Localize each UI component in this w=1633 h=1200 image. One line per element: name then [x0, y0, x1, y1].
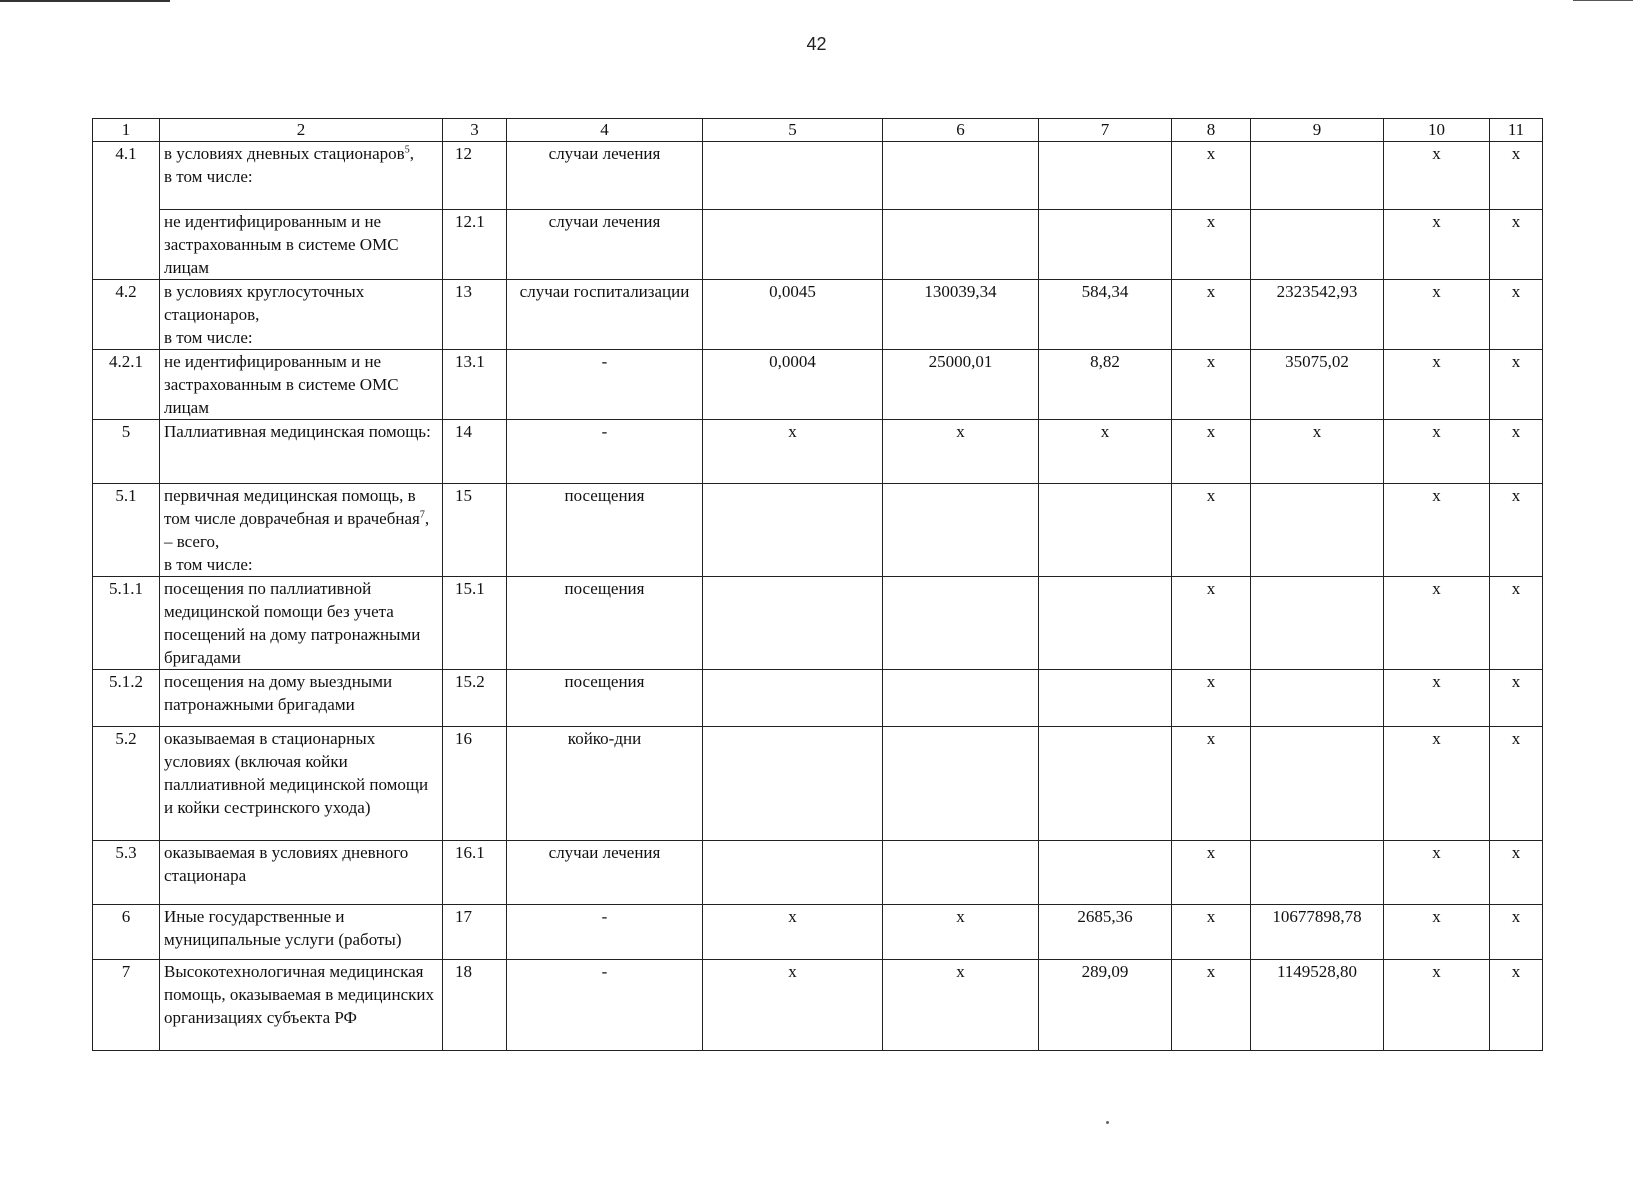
header-cell: 7	[1039, 119, 1172, 142]
col9-cell: 1149528,80	[1251, 960, 1384, 1051]
row-name-text: оказываемая в стационарных условиях (включая койки паллиативной медицинской помощи и койки сестринского ухода)	[164, 729, 429, 817]
table-row	[93, 670, 1543, 727]
col7-cell	[1039, 727, 1172, 841]
col10-cell: х	[1384, 142, 1490, 210]
footnote-marker: 5	[404, 144, 410, 156]
row-unit-cell: -	[507, 420, 703, 484]
footnote-marker: 7	[419, 509, 425, 521]
col10-cell: х	[1384, 420, 1490, 484]
row-name-text: оказываемая в условиях дневного стационара	[164, 843, 409, 885]
row-name-cell	[160, 577, 443, 670]
col11-cell: х	[1490, 841, 1543, 905]
row-number-cell: 5.1.1	[93, 577, 160, 670]
row-name-text: посещения по паллиативной медицинской помощи без учета посещений на дому патронажными бригадами	[164, 579, 421, 667]
col7-cell	[1039, 142, 1172, 210]
table-row	[93, 280, 1543, 350]
col6-cell	[883, 142, 1039, 210]
row-unit-cell: случаи лечения	[507, 841, 703, 905]
header-cell: 3	[443, 119, 507, 142]
row-name-cell	[160, 484, 443, 577]
col11-cell: х	[1490, 280, 1543, 350]
col9-cell	[1251, 484, 1384, 577]
table-row	[93, 905, 1543, 960]
header-cell: 1	[93, 119, 160, 142]
row-number-cell: 6	[93, 905, 160, 960]
row-unit-cell: -	[507, 350, 703, 420]
col10-cell: х	[1384, 210, 1490, 280]
col7-cell: 2685,36	[1039, 905, 1172, 960]
col8-cell: х	[1172, 484, 1251, 577]
row-code-cell: 18	[443, 960, 507, 1051]
table-row	[93, 960, 1543, 1051]
row-unit-cell: -	[507, 960, 703, 1051]
row-name-tail: , – всего, в том числе:	[164, 509, 430, 574]
col10-cell: х	[1384, 350, 1490, 420]
top-rule	[0, 0, 170, 2]
col10-cell: х	[1384, 670, 1490, 727]
col10-cell: х	[1384, 960, 1490, 1051]
row-unit-cell: посещения	[507, 484, 703, 577]
row-unit-cell: случаи лечения	[507, 210, 703, 280]
col5-cell	[703, 841, 883, 905]
row-unit-cell: случаи лечения	[507, 142, 703, 210]
col11-cell: х	[1490, 210, 1543, 280]
row-code-cell: 13	[443, 280, 507, 350]
col9-cell	[1251, 142, 1384, 210]
col8-cell: х	[1172, 905, 1251, 960]
row-unit-cell: посещения	[507, 577, 703, 670]
col7-cell: 8,82	[1039, 350, 1172, 420]
row-number-cell: 5	[93, 420, 160, 484]
header-cell: 6	[883, 119, 1039, 142]
row-number-cell: 5.3	[93, 841, 160, 905]
row-number-cell	[93, 210, 160, 280]
row-name-text: в условиях круглосуточных стационаров, в том числе:	[164, 282, 365, 347]
table-header-row	[93, 119, 1543, 142]
col5-cell	[703, 727, 883, 841]
col9-cell	[1251, 727, 1384, 841]
table-row	[93, 577, 1543, 670]
row-code-cell: 12.1	[443, 210, 507, 280]
header-cell: 2	[160, 119, 443, 142]
col8-cell: х	[1172, 841, 1251, 905]
table-row	[93, 841, 1543, 905]
col6-cell	[883, 210, 1039, 280]
header-cell: 9	[1251, 119, 1384, 142]
row-name-text: Высокотехнологичная медицинская помощь, оказываемая в медицинских организациях субъекта РФ	[164, 962, 435, 1027]
table-row	[93, 142, 1543, 210]
col7-cell	[1039, 484, 1172, 577]
col7-cell	[1039, 841, 1172, 905]
row-name-text: Паллиативная медицинская помощь:	[164, 422, 431, 441]
col7-cell	[1039, 210, 1172, 280]
col9-cell	[1251, 210, 1384, 280]
row-number-cell: 4.2	[93, 280, 160, 350]
row-name-text: Иные государственные и муниципальные услуги (работы)	[164, 907, 402, 949]
header-cell: 11	[1490, 119, 1543, 142]
col8-cell: х	[1172, 280, 1251, 350]
col7-cell	[1039, 577, 1172, 670]
col7-cell	[1039, 670, 1172, 727]
row-name-cell	[160, 210, 443, 280]
col6-cell	[883, 577, 1039, 670]
col6-cell	[883, 484, 1039, 577]
col10-cell: х	[1384, 577, 1490, 670]
row-code-cell: 15.1	[443, 577, 507, 670]
row-name-cell	[160, 142, 443, 210]
col11-cell: х	[1490, 420, 1543, 484]
col10-cell: х	[1384, 280, 1490, 350]
col10-cell: х	[1384, 727, 1490, 841]
col8-cell: х	[1172, 142, 1251, 210]
col7-cell: 289,09	[1039, 960, 1172, 1051]
header-cell: 4	[507, 119, 703, 142]
data-table	[92, 118, 1543, 1051]
col9-cell: 35075,02	[1251, 350, 1384, 420]
row-code-cell: 12	[443, 142, 507, 210]
col11-cell: х	[1490, 905, 1543, 960]
top-rule-right	[1573, 0, 1633, 1]
col6-cell: х	[883, 905, 1039, 960]
col10-cell: х	[1384, 905, 1490, 960]
row-unit-cell: случаи госпитализации	[507, 280, 703, 350]
row-name-cell	[160, 905, 443, 960]
col5-cell: х	[703, 420, 883, 484]
col6-cell	[883, 670, 1039, 727]
col8-cell: х	[1172, 420, 1251, 484]
col5-cell	[703, 577, 883, 670]
row-unit-cell: -	[507, 905, 703, 960]
row-name-cell	[160, 841, 443, 905]
col5-cell	[703, 210, 883, 280]
col9-cell: х	[1251, 420, 1384, 484]
table-row	[93, 420, 1543, 484]
col11-cell: х	[1490, 670, 1543, 727]
col8-cell: х	[1172, 727, 1251, 841]
row-code-cell: 16.1	[443, 841, 507, 905]
col9-cell	[1251, 841, 1384, 905]
col9-cell: 2323542,93	[1251, 280, 1384, 350]
col9-cell: 10677898,78	[1251, 905, 1384, 960]
row-number-cell: 4.1	[93, 142, 160, 210]
col6-cell: 130039,34	[883, 280, 1039, 350]
row-name-cell	[160, 670, 443, 727]
row-name-text: не идентифицированным и не застрахованным в системе ОМС лицам	[164, 212, 399, 277]
col11-cell: х	[1490, 142, 1543, 210]
row-unit-cell: койко-дни	[507, 727, 703, 841]
page-number: 42	[806, 34, 827, 54]
col11-cell: х	[1490, 727, 1543, 841]
col5-cell: 0,0004	[703, 350, 883, 420]
row-code-cell: 14	[443, 420, 507, 484]
row-name-text: не идентифицированным и не застрахованным в системе ОМС лицам	[164, 352, 399, 417]
row-number-cell: 5.1	[93, 484, 160, 577]
row-number-cell: 5.1.2	[93, 670, 160, 727]
row-unit-cell: посещения	[507, 670, 703, 727]
col5-cell: х	[703, 960, 883, 1051]
col11-cell: х	[1490, 577, 1543, 670]
col5-cell: 0,0045	[703, 280, 883, 350]
col5-cell	[703, 142, 883, 210]
row-name-text: посещения на дому выездными патронажными бригадами	[164, 672, 393, 714]
row-name-text: в условиях дневных стационаров	[164, 144, 405, 163]
col8-cell: х	[1172, 210, 1251, 280]
row-number-cell: 4.2.1	[93, 350, 160, 420]
row-code-cell: 17	[443, 905, 507, 960]
table-row	[93, 484, 1543, 577]
header-cell: 10	[1384, 119, 1490, 142]
col7-cell: х	[1039, 420, 1172, 484]
col10-cell: х	[1384, 841, 1490, 905]
col8-cell: х	[1172, 350, 1251, 420]
header-cell: 8	[1172, 119, 1251, 142]
col11-cell: х	[1490, 350, 1543, 420]
table-row	[93, 727, 1543, 841]
row-number-cell: 5.2	[93, 727, 160, 841]
row-code-cell: 13.1	[443, 350, 507, 420]
row-name-cell	[160, 280, 443, 350]
row-name-cell	[160, 350, 443, 420]
col6-cell: 25000,01	[883, 350, 1039, 420]
row-code-cell: 15.2	[443, 670, 507, 727]
col6-cell: х	[883, 420, 1039, 484]
table-row	[93, 350, 1543, 420]
col8-cell: х	[1172, 960, 1251, 1051]
row-name-text: первичная медицинская помощь, в том числе доврачебная и врачебная	[164, 486, 420, 528]
row-name-cell	[160, 960, 443, 1051]
row-name-cell	[160, 420, 443, 484]
row-number-cell: 7	[93, 960, 160, 1051]
col11-cell: х	[1490, 484, 1543, 577]
col6-cell: х	[883, 960, 1039, 1051]
col9-cell	[1251, 670, 1384, 727]
col10-cell: х	[1384, 484, 1490, 577]
col7-cell: 584,34	[1039, 280, 1172, 350]
col11-cell: х	[1490, 960, 1543, 1051]
col8-cell: х	[1172, 670, 1251, 727]
col6-cell	[883, 841, 1039, 905]
col9-cell	[1251, 577, 1384, 670]
col5-cell	[703, 670, 883, 727]
col5-cell: х	[703, 905, 883, 960]
header-cell: 5	[703, 119, 883, 142]
table-row	[93, 210, 1543, 280]
row-name-tail: , в том числе:	[164, 144, 414, 186]
scan-dot	[1106, 1121, 1109, 1124]
row-code-cell: 16	[443, 727, 507, 841]
row-name-cell	[160, 727, 443, 841]
col5-cell	[703, 484, 883, 577]
row-code-cell: 15	[443, 484, 507, 577]
col8-cell: х	[1172, 577, 1251, 670]
col6-cell	[883, 727, 1039, 841]
